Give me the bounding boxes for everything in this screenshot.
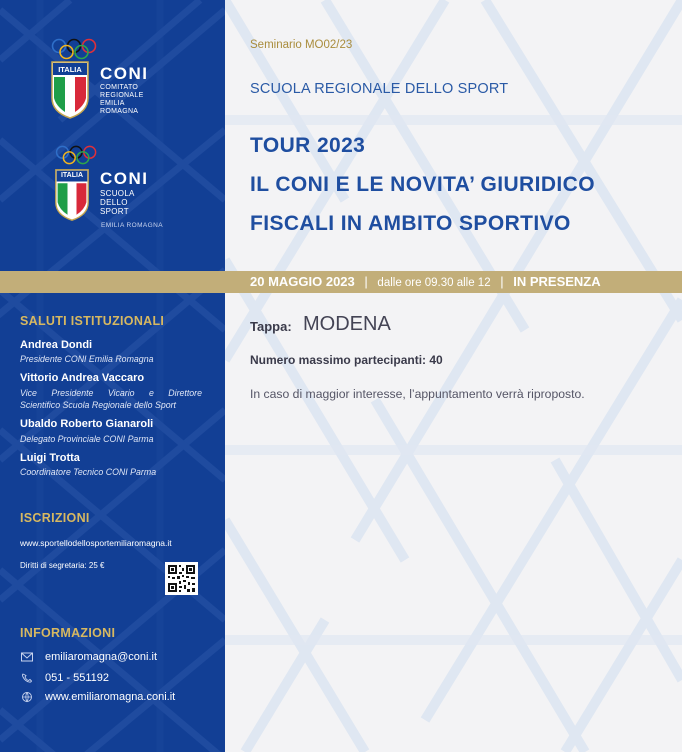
person-name: Luigi Trotta: [20, 452, 80, 464]
informazioni-title: INFORMAZIONI: [20, 626, 116, 640]
tappa-city: MODENA: [303, 313, 391, 335]
phone-contact[interactable]: [20, 672, 109, 684]
seminar-code: Seminario MO02/23: [250, 39, 353, 51]
background-pattern: [225, 0, 682, 752]
max-participants: Numero massimo partecipanti: 40: [250, 353, 443, 367]
coni-brand-text: [100, 169, 149, 216]
logo-line: REGIONALE: [100, 92, 144, 99]
person-name: Andrea Dondi: [20, 339, 93, 351]
person-role: Vice Presidente Vicario e Direttore: [20, 388, 202, 398]
logo-line: COMITATO: [100, 84, 139, 91]
olympic-rings-icon: [54, 145, 100, 165]
globe-icon: [20, 691, 34, 703]
date-band-text: [250, 271, 601, 293]
main-background: [225, 0, 682, 752]
person-role: Delegato Provinciale CONI Parma: [20, 434, 154, 444]
person-role: Presidente CONI Emilia Romagna: [20, 354, 154, 364]
event-title: [250, 126, 595, 243]
logo-line: SCUOLA: [100, 189, 135, 198]
mail-icon: [20, 651, 34, 663]
interest-note: In caso di maggior interesse, l’appuntamento verrà riproposto.: [250, 387, 585, 401]
person-role: Scientifico Scuola Regionale dello Sport: [20, 400, 176, 410]
tappa-label: Tappa:: [250, 319, 292, 334]
title-line: FISCALI IN AMBITO SPORTIVO: [250, 212, 571, 235]
qr-code-icon[interactable]: [165, 562, 198, 595]
olympic-rings-icon: [50, 38, 100, 60]
italia-label: ITALIA: [60, 172, 84, 179]
event-mode: IN PRESENZA: [513, 274, 601, 289]
scuola-region-label: EMILIA ROMAGNA: [101, 222, 163, 229]
school-title: SCUOLA REGIONALE DELLO SPORT: [250, 81, 509, 97]
event-date: 20 MAGGIO 2023: [250, 274, 355, 289]
italia-label: ITALIA: [58, 65, 82, 74]
person-role: Coordinatore Tecnico CONI Parma: [20, 467, 157, 477]
web-text: www.emiliaromagna.coni.it: [45, 691, 176, 703]
logo-line: DELLO SPORT: [100, 198, 129, 216]
title-line: TOUR 2023: [250, 134, 366, 157]
logo-line: EMILIA ROMAGNA: [100, 100, 139, 115]
fee-text: Diritti di segretaria: 25 €: [20, 561, 105, 570]
saluti-title: SALUTI ISTITUZIONALI: [20, 314, 165, 328]
coni-word: CONI: [100, 169, 149, 188]
web-contact[interactable]: [20, 691, 175, 703]
email-text: emiliaromagna@coni.it: [45, 651, 158, 663]
coni-brand-text: [100, 64, 149, 116]
title-line: IL CONI E LE NOVITA’ GIURIDICO: [250, 173, 595, 196]
separator: |: [364, 274, 368, 289]
phone-text: 051 - 551192: [45, 672, 110, 684]
phone-icon: [20, 672, 34, 684]
email-contact[interactable]: [20, 651, 157, 663]
event-time: dalle ore 09.30 alle 12: [377, 277, 491, 289]
coni-word: CONI: [100, 64, 149, 83]
person-name: Vittorio Andrea Vaccaro: [20, 372, 145, 384]
separator: |: [500, 274, 504, 289]
iscrizioni-website-link[interactable]: www.sportellodellosportemiliaromagna.it: [20, 538, 172, 548]
person-name: Ubaldo Roberto Gianaroli: [20, 418, 154, 430]
iscrizioni-title: ISCRIZIONI: [20, 511, 90, 525]
